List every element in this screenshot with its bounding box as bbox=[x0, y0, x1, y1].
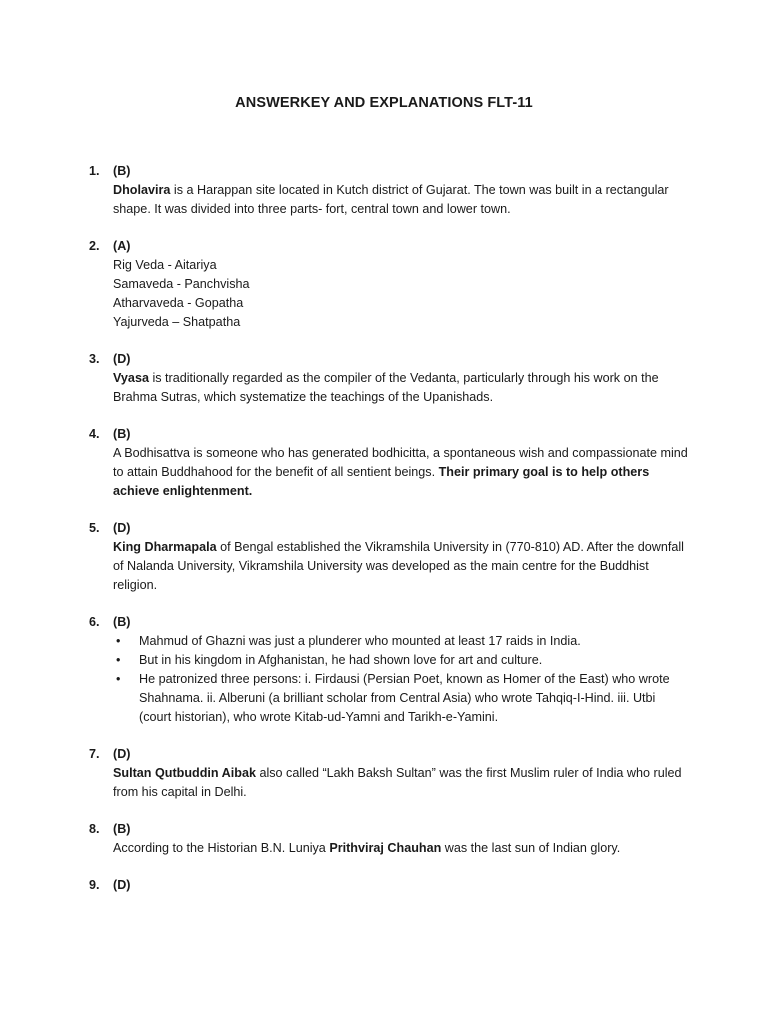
match-line: Atharvaveda - Gopatha bbox=[113, 296, 244, 310]
question-2 bbox=[89, 237, 689, 332]
explanation bbox=[113, 839, 689, 858]
keyword: Prithviraj Chauhan bbox=[329, 841, 442, 855]
explanation-text: of Bengal established the Vikramshila University in (770-810) AD. After the downfall of Nalanda University, Vikramshila University was developed as the main centre for the Buddhist religion. bbox=[113, 540, 684, 592]
bullet-icon: • bbox=[116, 634, 121, 648]
explanation bbox=[113, 181, 689, 219]
explanation bbox=[113, 538, 689, 595]
question-7 bbox=[89, 745, 689, 802]
bullet-icon: • bbox=[116, 653, 121, 667]
explanation bbox=[113, 369, 689, 407]
question-number: 2. bbox=[89, 239, 100, 253]
keyword: King Dharmapala bbox=[113, 540, 217, 554]
explanation bbox=[113, 764, 689, 802]
answer-option: (B) bbox=[113, 615, 131, 629]
answer-option: (D) bbox=[113, 352, 131, 366]
answer-option: (B) bbox=[113, 427, 131, 441]
answer-option: (A) bbox=[113, 239, 131, 253]
question-9 bbox=[89, 876, 689, 895]
keyword: Dholavira bbox=[113, 183, 171, 197]
list-item-text: But in his kingdom in Afghanistan, he had shown love for art and culture. bbox=[139, 653, 543, 667]
explanation-text: A Bodhisattva is someone who has generated bodhicitta, a spontaneous wish and compassionate mind to attain Buddhahood for the benefit of all sentient beings. bbox=[113, 446, 688, 479]
question-number: 6. bbox=[89, 615, 100, 629]
answer-option: (D) bbox=[113, 878, 131, 892]
document-title: ANSWERKEY AND EXPLANATIONS FLT-11 bbox=[235, 95, 533, 111]
question-3 bbox=[89, 350, 689, 407]
keyword: Vyasa bbox=[113, 371, 149, 385]
question-number: 5. bbox=[89, 521, 100, 535]
list-item-text: Mahmud of Ghazni was just a plunderer who mounted at least 17 raids in India. bbox=[139, 634, 581, 648]
match-line: Rig Veda - Aitariya bbox=[113, 258, 217, 272]
explanation-text: was the last sun of Indian glory. bbox=[441, 841, 621, 855]
question-number: 3. bbox=[89, 352, 100, 366]
answer-list bbox=[89, 162, 689, 913]
question-number: 9. bbox=[89, 878, 100, 892]
explanation-text: also called “Lakh Baksh Sultan” was the first Muslim ruler of India who ruled from his capital in Delhi. bbox=[113, 766, 682, 799]
answer-option: (B) bbox=[113, 822, 131, 836]
question-number: 7. bbox=[89, 747, 100, 761]
explanation-text: According to the Historian B.N. Luniya bbox=[113, 841, 330, 855]
explanation-text: is a Harappan site located in Kutch district of Gujarat. The town was built in a rectangular shape. It was divided into three parts- fort, central town and lower town. bbox=[113, 183, 669, 216]
match-line: Samaveda - Panchvisha bbox=[113, 277, 250, 291]
keyword: Their primary goal is to help others achieve enlightenment. bbox=[113, 465, 650, 498]
question-number: 4. bbox=[89, 427, 100, 441]
question-6 bbox=[89, 613, 689, 727]
question-number: 8. bbox=[89, 822, 100, 836]
question-1 bbox=[89, 162, 689, 219]
bullet-list bbox=[113, 632, 689, 727]
explanation-text: is traditionally regarded as the compiler of the Vedanta, particularly through his work on the Brahma Sutras, which systematize the teachings of the Upanishads. bbox=[113, 371, 659, 404]
question-8 bbox=[89, 820, 689, 858]
keyword: Sultan Qutbuddin Aibak bbox=[113, 766, 256, 780]
list-item bbox=[113, 651, 689, 670]
match-line: Yajurveda – Shatpatha bbox=[113, 315, 241, 329]
question-number: 1. bbox=[89, 164, 100, 178]
answer-option: (D) bbox=[113, 747, 131, 761]
answer-option: (D) bbox=[113, 521, 131, 535]
question-4 bbox=[89, 425, 689, 501]
answer-option: (B) bbox=[113, 164, 131, 178]
explanation bbox=[113, 444, 689, 501]
list-item bbox=[113, 670, 689, 727]
bullet-icon: • bbox=[116, 672, 121, 686]
list-item-text: He patronized three persons: i. Firdausi (Persian Poet, known as Homer of the East) who wrote Shahnama. ii. Alberuni (a brilliant scholar from Central Asia) who wrote Tahqiq-I-Hind. iii. Utbi (court historian), who wrote Kitab-ud-Yamni and Tarikh-e-Yamini. bbox=[139, 672, 670, 724]
list-item bbox=[113, 632, 689, 651]
question-5 bbox=[89, 519, 689, 595]
